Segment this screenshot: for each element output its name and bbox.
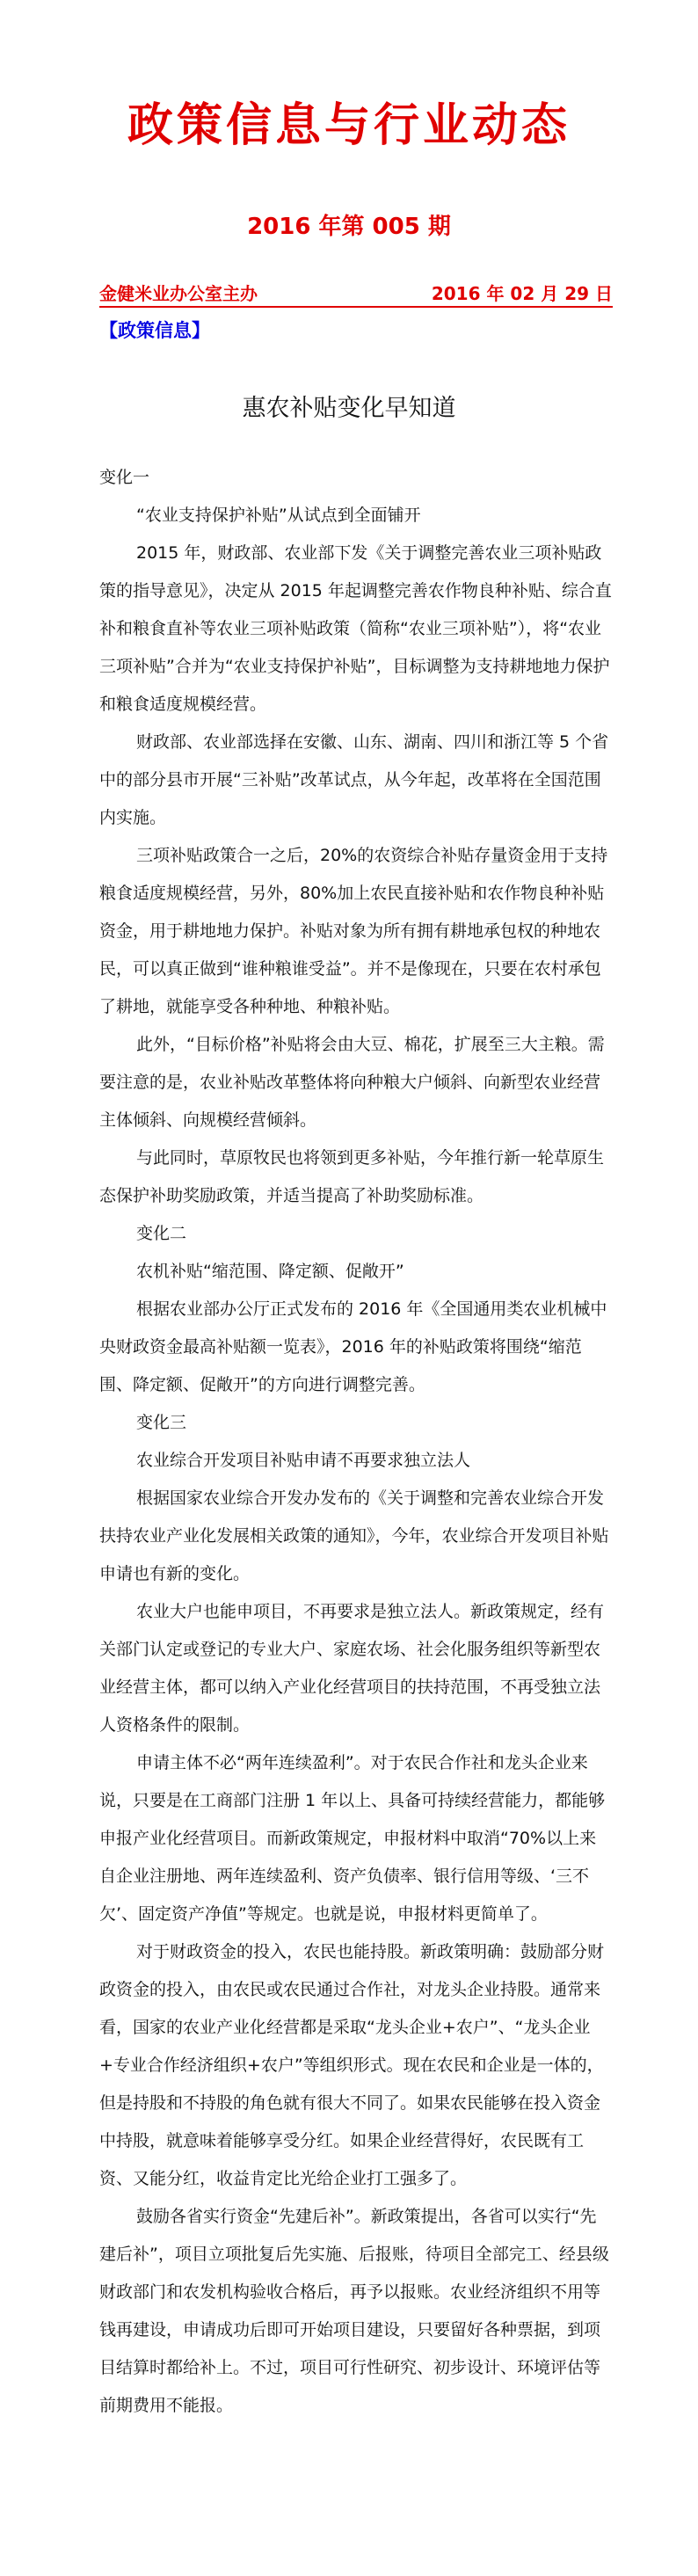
subheading: 农机补贴“缩范围、降定额、促敞开” [136,1262,404,1281]
paragraph: 2015 年，财政部、农业部下发《关于调整完善农业三项补贴政策的指导意见》，决定从 2015 年起调整完善农作物良种补贴、综合直补和粮食直补等农业三项补贴政策（简称“农业三项补贴”），将“农业三项补贴”合并为“农业支持保护补贴”，目标调整为支持耕地地力保护和粮食适度规模经营。 [99,543,612,714]
publish-date: 2016 年 02 月 29 日 [431,283,613,304]
paragraph: 三项补贴政策合一之后，20%的农资综合补贴存量资金用于支持粮食适度规模经营，另外，80%加上农民直接补贴和农作物良种补贴资金，用于耕地地力保护。补贴对象为所有拥有耕地承包权的种地农民，可以真正做到“谁种粮谁受益”。并不是像现在，只要在农村承包了耕地，就能享受各种种地、种粮补贴。 [99,846,608,1016]
paragraph: 根据农业部办公厅正式发布的 2016 年《全国通用类农业机械中央财政资金最高补贴额一览表》，2016 年的补贴政策将围绕“缩范围、降定额、促敞开”的方向进行调整完善。 [99,1299,607,1394]
subheading: 变化二 [136,1224,187,1243]
subheading: 变化三 [136,1413,187,1432]
subheading: 农业综合开发项目补贴申请不再要求独立法人 [136,1451,471,1470]
paragraph: 财政部、农业部选择在安徽、山东、湖南、四川和浙江等 5 个省中的部分县市开展“三补贴”改革试点，从今年起，改革将在全国范围内实施。 [99,732,609,827]
masthead-title: 政策信息与行业动态 [127,99,571,152]
paragraph: 农业大户也能申项目，不再要求是独立法人。新政策规定，经有关部门认定或登记的专业大户、家庭农场、社会化服务组织等新型农业经营主体，都可以纳入产业化经营项目的扶持范围，不再受独立法人资格条件的限制。 [99,1602,605,1735]
subheading: 变化一 [99,468,150,487]
article-title: 惠农补贴变化早知道 [242,395,456,422]
subheading: “农业支持保护补贴”从试点到全面铺开 [136,506,421,525]
paragraph: 根据国家农业综合开发办发布的《关于调整和完善农业综合开发扶持农业产业化发展相关政策的通知》，今年，农业综合开发项目补贴申请也有新的变化。 [99,1488,609,1583]
paragraph: 对于财政资金的投入，农民也能持股。新政策明确：鼓励部分财政资金的投入，由农民或农民通过合作社，对龙头企业持股。通常来看，国家的农业产业化经营都是采取“龙头企业+农户”、“龙头企业+专业合作经济组织+农户”等组织形式。现在农民和企业是一体的，但是持股和不持股的角色就有很大不同了。如果农民能够在投入资金中持股，就意味着能够享受分红。如果企业经营得好，农民既有工资、又能分红，收益肯定比光给企业打工强多了。 [99,1942,605,2188]
masthead-divider [99,306,613,308]
paragraph: 申请主体不必“两年连续盈利”。对于农民合作社和龙头企业来说，只要是在工商部门注册 1 年以上、具备可持续经营能力，都能够申报产业化经营项目。而新政策规定，申报材料中取消“70%以上来自企业注册地、两年连续盈利、资产负债率、银行信用等级、‘三不欠’、固定资产净值”等规定。也就是说，申报材料更简单了。 [99,1753,606,1924]
masthead-info-row [99,280,613,308]
article-body [99,459,613,2425]
paragraph: 与此同时，草原牧民也将领到更多补贴，今年推行新一轮草原生态保护补助奖励政策，并适当提高了补助奖励标准。 [99,1148,605,1205]
section-tag: 【政策信息】 [99,320,210,341]
issue-number: 2016 年第 005 期 [247,214,451,240]
paragraph: 鼓励各省实行资金“先建后补”。新政策提出，各省可以实行“先建后补”，项目立项批复后先实施、后报账，待项目全部完工、经县级财政部门和农发机构验收合格后，再予以报账。农业经济组织不用等钱再建设，申请成功后即可开始项目建设，只要留好各种票据，到项目结算时都给补上。不过，项目可行性研究、初步设计、环境评估等前期费用不能报。 [99,2207,609,2415]
paragraph: 此外，“目标价格”补贴将会由大豆、棉花，扩展至三大主粮。需要注意的是，农业补贴改革整体将向种粮大户倾斜、向新型农业经营主体倾斜、向规模经营倾斜。 [99,1035,605,1130]
publisher: 金健米业办公室主办 [99,283,258,304]
